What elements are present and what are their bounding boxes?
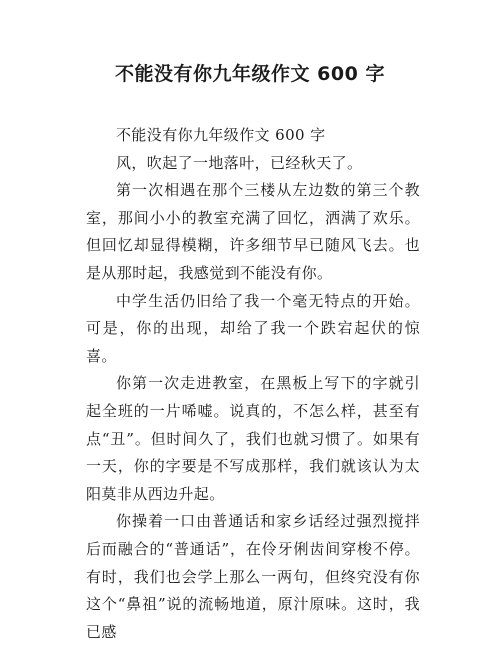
paragraph-first-meeting: 第一次相遇在那个三楼从左边数的第三个教室，那间小小的教室充满了回忆，洒满了欢乐。但回忆却显得模糊，许多细节早已随风飞去。也是从那时起，我感觉到不能没有你。 [86,181,420,282]
paragraph-middle-school: 中学生活仍旧给了我一个毫无特点的开始。可是，你的出现，却给了我一个跌宕起伏的惊喜。 [86,291,420,365]
paragraph-autumn: 风，吹起了一地落叶，已经秋天了。 [116,153,363,172]
document-body [86,122,420,646]
paragraph-handwriting: 你第一次走进教室，在黑板上写下的字就引起全班的一片唏嘘。说真的，不怎么样，甚至有点“丑”。但时间久了，我们也就习惯了。如果有一天，你的字要是不写成那样，我们就该认为太阳莫非从西边升起。 [86,374,420,503]
paragraph-heading-repeat: 不能没有你九年级作文 600 字 [116,126,326,144]
paragraph-mandarin: 你操着一口由普通话和家乡话经过强烈搅拌后而融合的“普通话”，在伶牙俐齿间穿梭不停。有时，我们也会学上那么一两句，但终究没有你这个“鼻祖”说的流畅地道，原汁原味。这时，我已感 [86,512,420,641]
document-title: 不能没有你九年级作文 600 字 [115,63,385,85]
